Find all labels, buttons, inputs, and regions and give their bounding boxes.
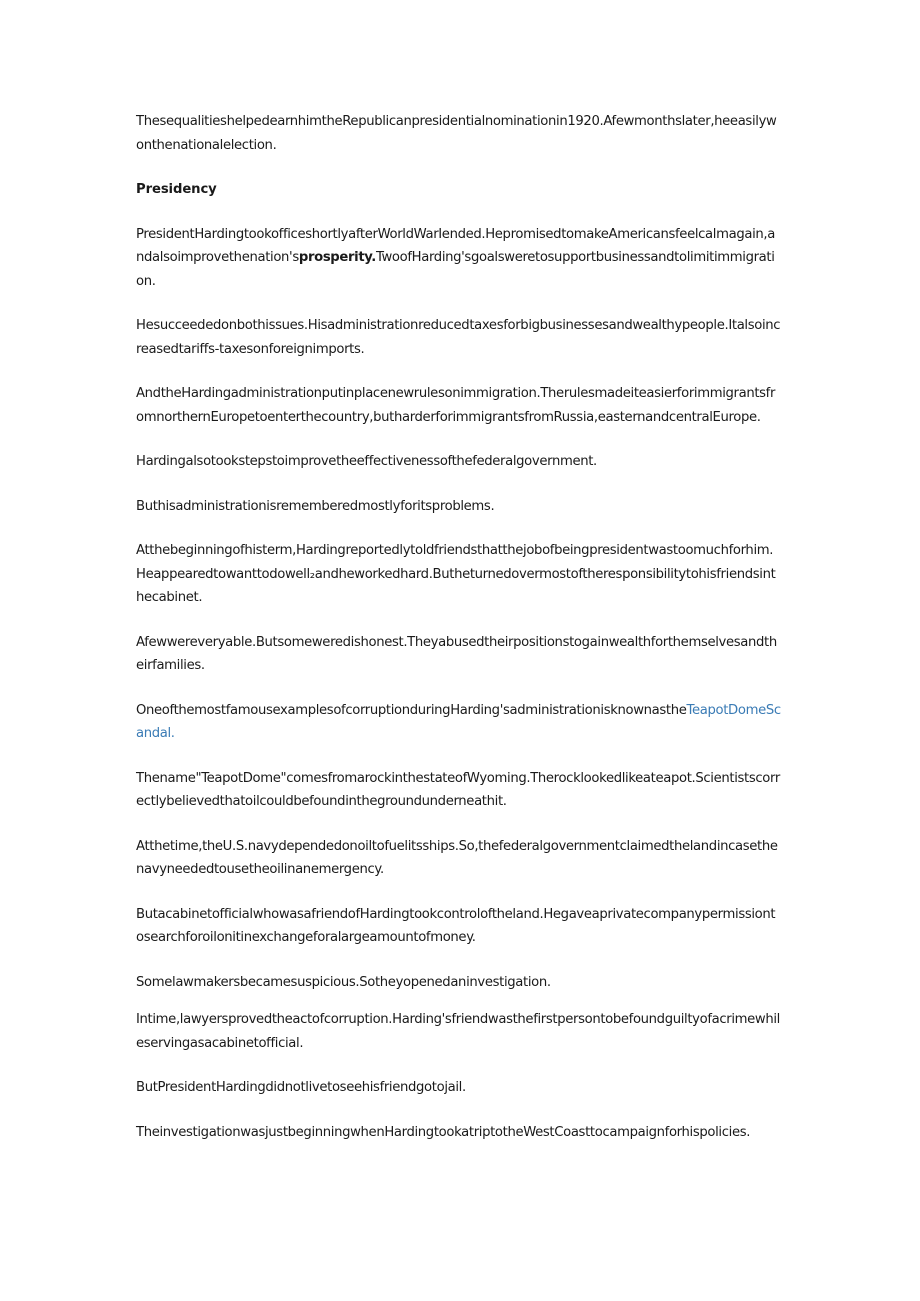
paragraph-goals-text-end: TwoofHarding'sgoalsweretosupportbusinessandtolimitimmigration.	[136, 250, 775, 289]
paragraph-jail: ButPresidentHardingdidnotlivetoseehisfriendgotojail.	[136, 1080, 466, 1095]
paragraph-nomination: ThesequalitieshelpedearnhimtheRepublicanpresidentialnominationin1920.Afewmonthslater,heeasilywonthenationalelection.	[136, 114, 777, 153]
paragraph-effectiveness: Hardingalsotookstepstoimprovetheeffectivenessofthefederalgovernment.	[136, 454, 597, 469]
section-heading-presidency: Presidency	[136, 182, 217, 197]
paragraph-west-coast: TheinvestigationwasjustbeginningwhenHardingtookatriptotheWestCoasttocampaignforhispolicies.	[136, 1124, 751, 1140]
paragraph-problems: Buthisadministrationisrememberedmostlyforitsproblems.	[136, 498, 495, 514]
paragraph-cabinet-official: ButacabinetofficialwhowasafriendofHardingtookcontroloftheland.Hegaveaprivatecompanypermissiontosearchforoilonitinexchangeforalargeamountofmoney.	[136, 906, 776, 945]
paragraph-dishonest: Afewwereveryable.Butsomeweredishonest.Theyabusedtheirpositionstogainwealthforthemselvesandtheirfamilies.	[136, 634, 777, 673]
bold-term-prosperity: prosperity.	[298, 250, 376, 265]
paragraph-teapot-name: Thename"TeapotDome"comesfromarockinthestateofWyoming.Therocklookedlikeateapot.Scientistscorrectlybelievedthatoilcouldbefoundinthegroundunderneathit.	[136, 770, 780, 809]
document-body	[136, 110, 782, 1144]
teapot-dome-link[interactable]: TeapotDomeScandal.	[136, 702, 781, 741]
paragraph-corruption-text: OneofthemostfamousexamplesofcorruptionduringHarding'sadministrationisknownasthe	[136, 702, 687, 718]
paragraph-goals	[136, 223, 782, 294]
paragraph-corruption	[136, 699, 782, 746]
paragraph-goals-text-start: PresidentHardingtookofficeshortlyafterWorldWarIended.HepromisedtomakeAmericansfeelcalmagain,andalsoimprovethenation's	[136, 226, 775, 265]
paragraph-taxes: Hesucceededonbothissues.Hisadministrationreducedtaxesforbigbusinessesandwealthypeople.Italsoincreasedtariffs-taxesonforeignimports.	[136, 318, 781, 357]
paragraph-guilty: Intime,lawyersprovedtheactofcorruption.Harding'sfriendwasthefirstpersontobefoundguiltyofacrimewhileservingasacabinetofficial.	[136, 1012, 780, 1051]
paragraph-investigation: Somelawmakersbecamesuspicious.Sotheyopenedaninvestigation.	[136, 974, 551, 990]
paragraph-navy-oil: Atthetime,theU.S.navydependedonoiltofuelitsships.So,thefederalgovernmentclaimedthelandincasethenavyneededtousetheoilinanemergency.	[136, 838, 778, 877]
paragraph-cabinet: Atthebeginningofhisterm,Hardingreportedlytoldfriendsthatthejobofbeingpresidentwastoomuchforhim.Heappearedtowanttodowell₂andheworkedhard.Butheturnedovermostoftheresponsibilitytohisfriendsinthecabinet.	[136, 543, 776, 605]
paragraph-immigration: AndtheHardingadministrationputinplacenewrulesonimmigration.TherulesmadeiteasierforimmigrantsfromnorthernEuropetoenterthecountry,butharderforimmigrantsfromRussia,easternandcentralEurope.	[136, 386, 776, 425]
